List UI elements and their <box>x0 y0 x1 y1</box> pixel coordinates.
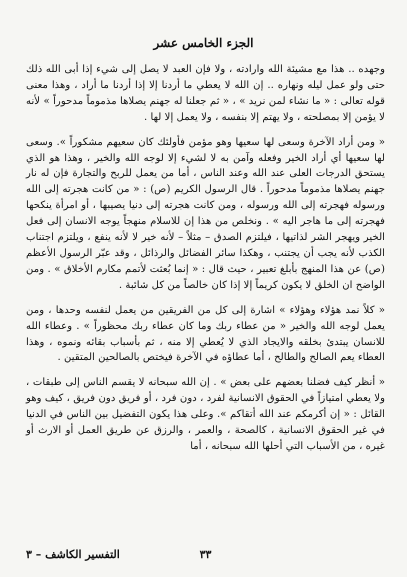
page-number: ٣٣ <box>199 548 212 561</box>
paragraph: « أنظر كيف فضلنا بعضهم على بعض » . إن الله سبحانه لا يقسم الناس إلى طبقات ، ولا يعطي امتيازاً في الحقوق الانسانية لفرد ، دون فرد ، أو فريق دون فريق ، كيف وهو القائل : « إن أكرمكم عند الله أتقاكم ». وعلى هذا يكون التفضيل بين الناس في الدنيا في غير الحقوق الانسانية ، كالصحة ، والعمر ، والرزق عن طريق العمل أو الارث أو غيره ، من الأسباب التي أحلها الله سبحانه ، أما <box>26 377 385 452</box>
body-text <box>26 62 385 455</box>
paragraph: « كلاً نمد هؤلاء وهؤلاء » اشارة إلى كل من الفريقين من يعمل لنفسه وحدها ، ومن يعمل لوجه الله والخير « من عطاء ربك وما كان عطاء ربك محظوراً » . وعطاء الله للانسان يبتدئ بخلقه والايجاد الذي لا يُعطي إلا منه ، ثم بأسباب بقائه ونموه ، وهذا العطاء يعم الصالح والطالح ، أما عطاؤه في الآخرة فيختص بالصالحين المتقين . <box>26 304 385 364</box>
paragraph: « ومن أراد الآخرة وسعى لها سعيها وهو مؤمن فأولئك كان سعيهم مشكوراً ». وسعى لها سعيها أي أراد الخير وفعله وآمن به لا لشيء إلا لوجه الله والخير ، وهذا هو الذي يستحق الدرجات العلى عند الله وعند الناس ، أما من يعمل للربح والتجارة فإن له نار جهنم يصلاها مذموماً مدحوراً . قال الرسول الكريم (ص) : « من كانت هجرته إلى الله ورسوله فهجرته إلى الله ورسوله ، ومن كانت هجرته إلى دنيا يصيبها ، أو امرأة ينكحها فهجرته إلى ما هاجر اليه » . ونخلص من هذا إن للاسلام منهجاً يوجه الانسان إلى فعل الخير ويهجر الشر لذاتيها ، فيلتزم الصدق – مثلاً – لأنه خير لا لأنه ينفع ، ويلتزم اجتناب الكذب لأنه يجب أن يجتنب ، وهكذا سائر الفضائل والرذائل ، وقد عبّر الرسول الأعظم (ص) عن هذا المنهج بأبلغ تعبير ، حيث قال : « إنما بُعثت لأتمم مكارم الأخلاق » . ومن الواضح ان الخلق لا يكون كريماً إلا إذا كان خالصاً من كل شائبة . <box>26 136 385 291</box>
series-label: التفسير الكاشف – ٣ <box>26 548 120 561</box>
page-footer <box>26 548 385 564</box>
running-header: الجزء الخامس عشر <box>153 36 254 50</box>
paragraph: وجهده .. هذا مع مشيئة الله وارادته ، ولا فإن العبد لا يصل إلى شيء إذا أبى الله ذلك حتى ولو عمل ليله ونهاره .. إن الله لا يعطي ما أردنا إلا إذا أردنا ما أراد ، وهذا معنى قوله تعالى : « ما نشاء لمن نريد » ، « ثم جعلنا له جهنم يصلاها مذموماً مدحوراً » لأنه لا يؤمن إلا بمصلحته ، ولا يهتم إلا بنفسه ، ولا يعمل إلا لها . <box>26 64 385 123</box>
